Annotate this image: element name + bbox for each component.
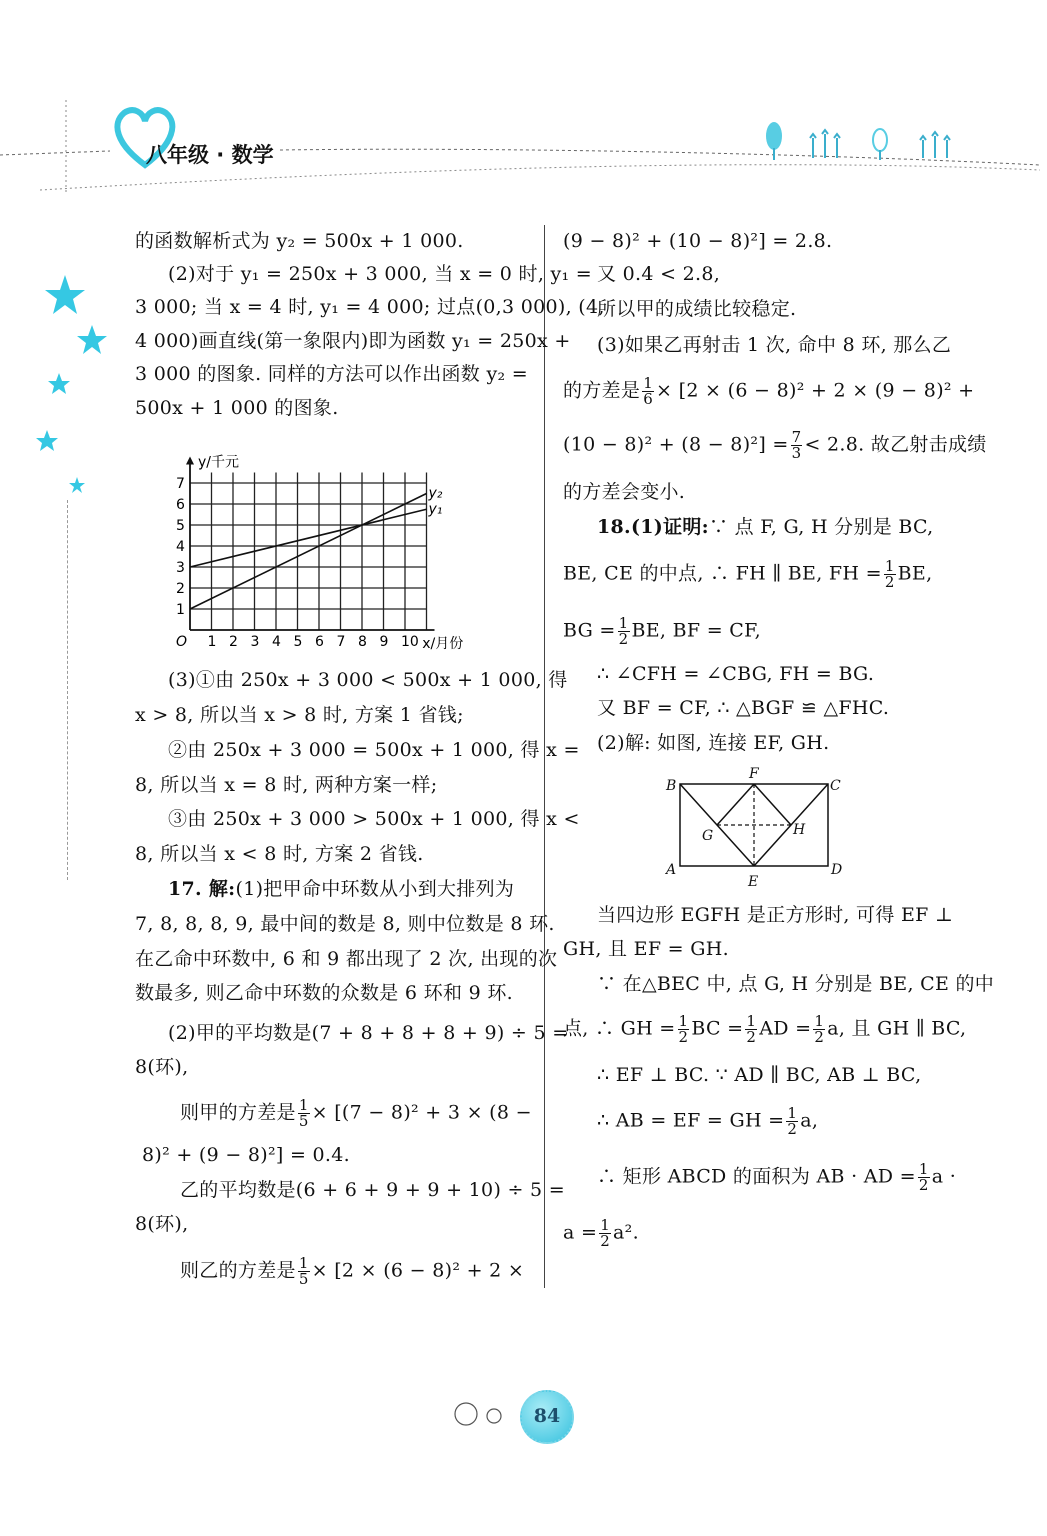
text-line: 4 000)画直线(第一象限内)即为函数 y₁ = 250x + xyxy=(135,330,571,352)
y-tick-label: 2 xyxy=(176,581,185,597)
x-tick-label: 10 xyxy=(401,634,419,650)
y-axis-label: y/千元 xyxy=(198,454,240,471)
text-segment: BE, CE 的中点, ∴ FH ∥ BE, FH = xyxy=(563,562,882,585)
y-tick-label: 6 xyxy=(176,497,185,513)
text-line: (2)解: 如图, 连接 EF, GH. xyxy=(597,732,830,754)
series-label: y₁ xyxy=(428,501,443,518)
text-line: 7, 8, 8, 8, 9, 最中间的数是 8, 则中位数是 8 环. xyxy=(135,913,555,935)
text-line: 所以甲的成绩比较稳定. xyxy=(597,298,797,320)
page-number-badge xyxy=(520,1390,574,1444)
fraction xyxy=(884,559,896,590)
y-tick-label: 4 xyxy=(176,539,185,555)
label-c: C xyxy=(830,778,841,794)
numerator: 1 xyxy=(600,1216,611,1234)
text-line: 当四边形 EGFH 是正方形时, 可得 EF ⊥ xyxy=(597,904,954,926)
math-line xyxy=(563,1218,639,1249)
text-line: (3)如果乙再射击 1 次, 命中 8 环, 那么乙 xyxy=(597,334,952,356)
numerator: 1 xyxy=(884,557,895,575)
fraction xyxy=(599,1218,611,1249)
text-segment: × [2 × (6 − 8)² + 2 × (9 − 8)² + xyxy=(656,379,975,402)
text-line: 又 0.4 < 2.8, xyxy=(597,263,721,285)
circle-decoration-icon xyxy=(452,1400,512,1430)
text-segment: BE, BF = CF, xyxy=(631,619,761,642)
denominator: 5 xyxy=(298,1270,309,1288)
text-segment: AD = xyxy=(759,1017,812,1040)
math-line xyxy=(563,1014,966,1045)
numerator: 1 xyxy=(918,1160,929,1178)
series-label: y₂ xyxy=(428,485,443,502)
denominator: 2 xyxy=(746,1028,757,1046)
numerator: 1 xyxy=(643,374,654,392)
text-segment: ∵ 点 F, G, H 分别是 BC, xyxy=(708,516,934,538)
x-tick-label: 2 xyxy=(229,634,238,650)
text-line: 的函数解析式为 y₂ = 500x + 1 000. xyxy=(135,230,464,252)
text-segment: a². xyxy=(613,1221,639,1244)
text-segment: 则乙的方差是 xyxy=(180,1259,296,1282)
label-f: F xyxy=(749,766,759,782)
fraction xyxy=(786,1106,798,1137)
text-line: ∵ 在△BEC 中, 点 G, H 分别是 BE, CE 的中 xyxy=(597,973,995,995)
math-line xyxy=(563,430,987,461)
text-line: ∴ ∠CFH = ∠CBG, FH = BG. xyxy=(597,663,875,685)
y-axis-arrow-icon xyxy=(186,457,194,465)
x-axis-label: x/月份 xyxy=(422,636,464,652)
text-line: 8, 所以当 x = 8 时, 两种方案一样; xyxy=(135,774,438,796)
x-tick-label: 9 xyxy=(379,634,389,650)
q18-line xyxy=(597,515,934,539)
text-segment: (10 − 8)² + (8 − 8)²] = xyxy=(563,433,789,456)
numerator: 1 xyxy=(746,1012,757,1030)
numerator: 1 xyxy=(298,1254,309,1272)
q18-number: 18. xyxy=(597,516,631,538)
fraction xyxy=(813,1014,825,1045)
star-decoration-icon xyxy=(35,270,115,500)
text-segment: BC = xyxy=(691,1017,744,1040)
label-a: A xyxy=(666,862,677,878)
text-line: x > 8, 所以当 x > 8 时, 方案 1 省钱; xyxy=(135,704,464,726)
denominator: 2 xyxy=(678,1028,689,1046)
page-number: 84 xyxy=(533,1405,561,1427)
text-line: 在乙命中环数中, 6 和 9 都出现了 2 次, 出现的次 xyxy=(135,948,558,970)
x-tick-label: 1 xyxy=(207,634,217,650)
text-line: ∴ EF ⊥ BC. ∵ AD ∥ BC, AB ⊥ BC, xyxy=(597,1064,922,1086)
text-segment: 则甲的方差是 xyxy=(180,1101,296,1124)
numerator: 1 xyxy=(814,1012,825,1030)
text-line: (2)甲的平均数是(7 + 8 + 8 + 8 + 9) ÷ 5 = xyxy=(168,1022,569,1044)
math-line xyxy=(563,559,932,590)
text-segment: a, 且 GH ∥ BC, xyxy=(827,1017,967,1040)
text-line: 500x + 1 000 的图象. xyxy=(135,397,339,419)
text-segment: (1)证明: xyxy=(630,516,709,538)
math-line xyxy=(180,1256,524,1287)
math-line xyxy=(180,1098,532,1129)
text-line: 8)² + (9 − 8)²] = 0.4. xyxy=(142,1144,351,1166)
numerator: 1 xyxy=(618,614,629,632)
series-line xyxy=(190,494,427,610)
label-h: H xyxy=(793,822,806,838)
text-line: 的方差会变小. xyxy=(563,481,686,503)
x-tick-label: 7 xyxy=(336,634,346,650)
y-tick-label: 7 xyxy=(176,476,185,492)
text-line: ②由 250x + 3 000 = 500x + 1 000, 得 x = xyxy=(168,739,580,761)
denominator: 5 xyxy=(298,1112,309,1130)
text-line: 8, 所以当 x < 8 时, 方案 2 省钱. xyxy=(135,843,424,865)
label-d: D xyxy=(831,862,843,878)
x-tick-label: 8 xyxy=(358,634,367,650)
numerator: 7 xyxy=(791,428,802,446)
denominator: 3 xyxy=(791,444,802,462)
math-line xyxy=(597,1162,956,1193)
origin-label: O xyxy=(176,634,188,650)
label-b: B xyxy=(666,778,677,794)
denominator: 2 xyxy=(600,1232,611,1250)
denominator: 2 xyxy=(618,630,629,648)
text-segment: a · xyxy=(931,1165,957,1188)
q17-number: 17. 解: xyxy=(168,878,236,900)
text-segment: < 2.8. 故乙射击成绩 xyxy=(804,433,987,456)
text-line: (2)对于 y₁ = 250x + 3 000, 当 x = 0 时, y₁ = xyxy=(168,263,593,285)
text-line: ③由 250x + 3 000 > 500x + 1 000, 得 x < xyxy=(168,808,580,830)
numerator: 1 xyxy=(298,1096,309,1114)
text-line: (9 − 8)² + (10 − 8)²] = 2.8. xyxy=(563,230,833,252)
y-tick-label: 5 xyxy=(176,518,185,534)
text-segment: ∴ AB = EF = GH = xyxy=(597,1109,785,1132)
fraction xyxy=(791,430,803,461)
text-line: 3 000; 当 x = 4 时, y₁ = 4 000; 过点(0,3 000), (4, xyxy=(135,296,605,318)
denominator: 6 xyxy=(643,390,654,408)
x-tick-label: 4 xyxy=(272,634,281,650)
y-tick-label: 3 xyxy=(176,560,185,576)
text-line: GH, 且 EF = GH. xyxy=(563,938,729,960)
tree-decoration-icon xyxy=(760,118,960,163)
x-tick-label: 5 xyxy=(293,634,303,650)
x-tick-label: 6 xyxy=(315,634,324,650)
label-e: E xyxy=(748,874,759,890)
fraction xyxy=(745,1014,757,1045)
text-segment: ∴ 矩形 ABCD 的面积为 AB · AD = xyxy=(597,1165,916,1188)
math-line xyxy=(563,616,761,647)
margin-dashed-line xyxy=(67,500,69,880)
text-segment: × [(7 − 8)² + 3 × (8 − xyxy=(311,1101,532,1124)
text-line: 8(环), xyxy=(135,1056,189,1078)
fraction xyxy=(298,1256,310,1287)
label-g: G xyxy=(702,828,714,844)
math-line xyxy=(563,376,974,407)
text-segment: a = xyxy=(563,1221,598,1244)
numerator: 1 xyxy=(787,1104,798,1122)
fraction xyxy=(642,376,654,407)
denominator: 2 xyxy=(814,1028,825,1046)
q17-line xyxy=(168,877,514,901)
text-segment: BG = xyxy=(563,619,616,642)
series-line xyxy=(190,509,427,567)
numerator: 1 xyxy=(678,1012,689,1030)
text-line: 乙的平均数是(6 + 6 + 9 + 9 + 10) ÷ 5 = xyxy=(180,1179,565,1201)
y-tick-label: 1 xyxy=(176,602,185,618)
text-segment: × [2 × (6 − 8)² + 2 × xyxy=(311,1259,525,1282)
text-line: 数最多, 则乙命中环数的众数是 6 环和 9 环. xyxy=(135,982,513,1004)
fraction xyxy=(918,1162,930,1193)
fraction xyxy=(678,1014,690,1045)
text-segment: BE, xyxy=(897,562,933,585)
denominator: 2 xyxy=(918,1176,929,1194)
line-chart xyxy=(160,430,500,660)
text-line: 3 000 的图象. 同样的方法可以作出函数 y₂ = xyxy=(135,363,528,385)
text-segment: 的方差是 xyxy=(563,379,641,402)
fraction xyxy=(618,616,630,647)
text-segment: a, xyxy=(800,1109,819,1132)
segment-fg xyxy=(717,784,754,825)
math-line xyxy=(597,1106,818,1137)
text-line: 又 BF = CF, ∴ △BGF ≌ △FHC. xyxy=(597,697,890,719)
geometry-figure xyxy=(660,762,850,892)
text-line: 8(环), xyxy=(135,1213,189,1235)
text-segment: 点, ∴ GH = xyxy=(563,1017,676,1040)
denominator: 2 xyxy=(884,573,895,591)
denominator: 2 xyxy=(787,1120,798,1138)
text-line: (1)把甲命中环数从小到大排列为 xyxy=(235,878,515,900)
x-tick-label: 3 xyxy=(250,634,260,650)
text-line: (3)①由 250x + 3 000 < 500x + 1 000, 得 xyxy=(168,669,568,691)
segment-fh xyxy=(754,784,791,825)
fraction xyxy=(298,1098,310,1129)
header-title: 八年级 · 数学 xyxy=(146,143,274,167)
